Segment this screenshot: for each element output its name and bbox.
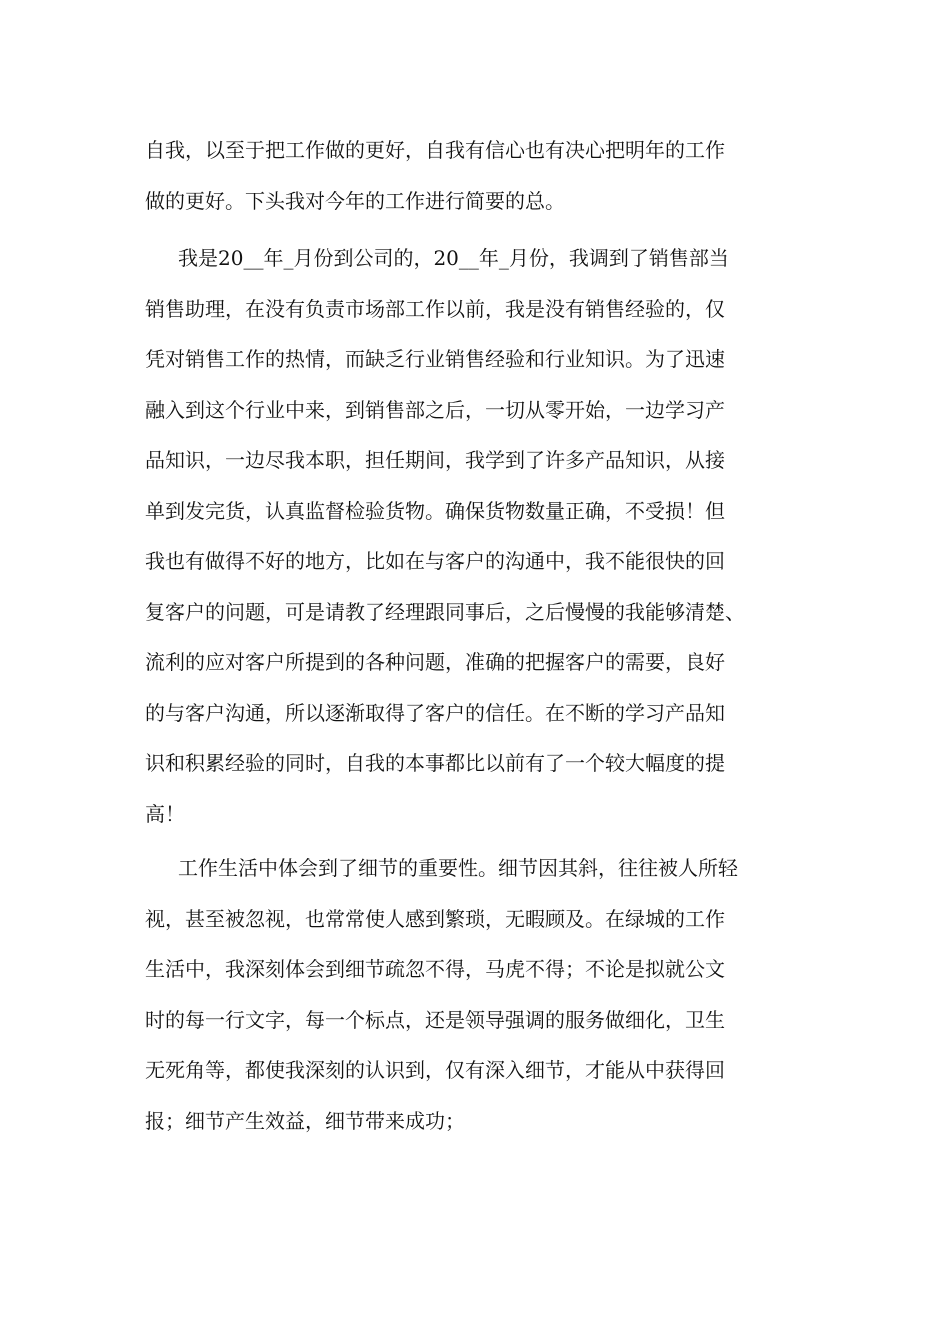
text-line: 报；细节产生效益，细节带来成功；	[145, 1108, 465, 1133]
text-line: 无死角等，都使我深刻的认识到，仅有深入细节，才能从中获得回	[145, 1058, 725, 1082]
text-line: 自我，以至于把工作做的更好，自我有信心也有决心把明年的工作	[145, 138, 725, 162]
text-line: 视，甚至被忽视，也常常使人感到繁琐，无暇顾及。在绿城的工作	[145, 906, 725, 931]
text-line: 工作生活中体会到了细节的重要性。细节因其斜，往往被人所轻	[178, 856, 738, 880]
text-line: 生活中，我深刻体会到细节疏忽不得，马虎不得；不论是拟就公文	[145, 957, 725, 981]
text-line: 高！	[145, 801, 185, 826]
text-line: 融入到这个行业中来，到销售部之后，一切从零开始，一边学习产	[145, 397, 725, 422]
paragraph-3	[145, 843, 810, 1146]
text-line: 的与客户沟通，所以逐渐取得了客户的信任。在不断的学习产品知	[145, 700, 725, 725]
paragraph-2	[145, 233, 810, 839]
text-line: 时的每一行文字，每一个标点，还是领导强调的服务做细化，卫生	[145, 1007, 725, 1032]
text-line: 品知识，一边尽我本职，担任期间，我学到了许多产品知识，从接	[145, 448, 725, 472]
text-line: 识和积累经验的同时，自我的本事都比以前有了一个较大幅度的提	[145, 751, 725, 775]
paragraph-1	[145, 125, 810, 226]
text-line: 凭对销售工作的热情，而缺乏行业销售经验和行业知识。为了迅速	[145, 347, 725, 371]
text-line: 单到发完货，认真监督检验货物。确保货物数量正确，不受损！但	[145, 498, 725, 523]
text-line: 我也有做得不好的地方，比如在与客户的沟通中，我不能很快的回	[145, 549, 725, 573]
text-line: 我是20__年_月份到公司的，20__年_月份，我调到了销售部当	[178, 246, 729, 270]
text-line: 流利的应对客户所提到的各种问题，准确的把握客户的需要，良好	[145, 650, 725, 674]
text-line: 销售助理，在没有负责市场部工作以前，我是没有销售经验的，仅	[145, 296, 725, 321]
text-line: 复客户的问题，可是请教了经理跟同事后，之后慢慢的我能够清楚、	[145, 599, 745, 624]
text-line: 做的更好。下头我对今年的工作进行简要的总。	[145, 188, 565, 213]
